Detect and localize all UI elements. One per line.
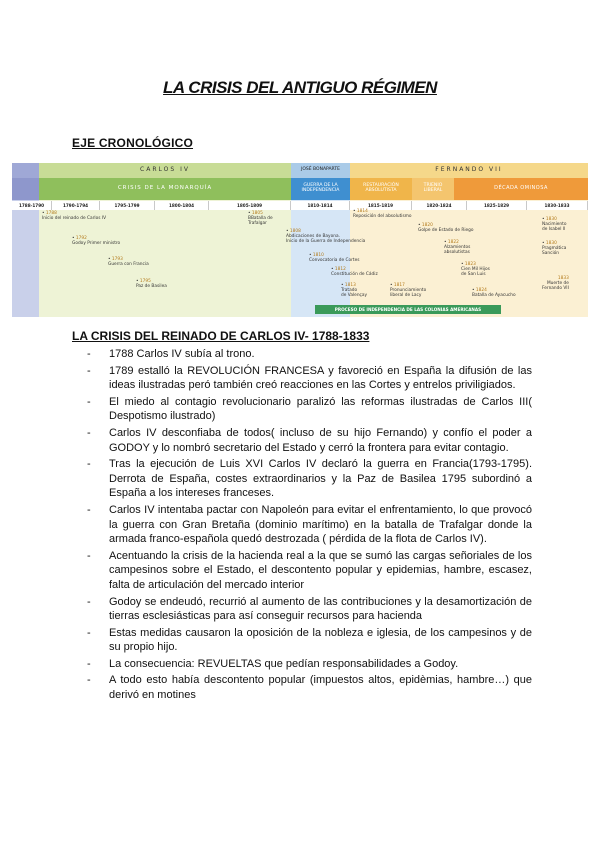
section-title: LA CRISIS DEL REINADO DE CARLOS IV- 1788-1833 [72,329,370,343]
year-label: 1805-1809 [209,201,291,210]
year-label: 1830-1833 [527,201,588,210]
timeline-event: • 1820 Golpe de Estado de Riego [418,223,474,233]
sub-restauracion: RESTAURACIÓN ABSOLUTISTA [350,178,412,200]
year-label: 1788-1790 [12,201,52,210]
process-bar: PROCESO DE INDEPENDENCIA DE LAS COLONIAS AMERICANAS [315,305,501,314]
bullet-item: - Carlos IV intentaba pactar con Napoleón para evitar el enfrentamiento, lo que provocó la guerra con Gran Bretaña (dominio marítimo) en la batalla de Trafalgar donde la armada franco-española quedó destrozada ( pérdida de la flota de Carlos IV). [72,503,532,547]
timeline-event: • 1824 Batalla de Ayacucho [472,288,516,298]
document-title: LA CRISIS DEL ANTIGUO RÉGIMEN [163,78,437,97]
bullet-item: - Carlos IV desconfiaba de todos( incluso de su hijo Fernando) y confío el poder a GODOY y lo nombró secretario del Estado y cerró la frontera para evitar contagio. [72,426,532,455]
sub-crisis: CRISIS DE LA MONARQUÍA [39,178,291,200]
header-carlos: CARLOS IV [39,163,291,178]
header-left [12,163,39,178]
bullet-item: - Acentuando la crisis de la hacienda real a la que se sumó las cargas señoriales de los campesinos sobre el Estado, el descontento popular y epidemias, hambre, escasez, falta de articulación del mercado interior [72,549,532,593]
year-label: 1790-1794 [52,201,100,210]
year-label: 1800-1804 [155,201,209,210]
sub-trienio: TRIENIO LIBERAL [412,178,454,200]
year-label: 1820-1824 [412,201,467,210]
timeline-event: • 1810 Convocatoria de Cortes [309,253,360,263]
timeline-heading: EJE CRONOLÓGICO [72,136,194,150]
timeline-event: • 1823 Cien Mil Hijos de San Luis [461,262,490,277]
sub-guerra: GUERRA DE LA INDEPENDENCIA [291,178,350,200]
timeline-chart [12,163,588,317]
timeline-event: • 1814 Reposición del absolutismo [353,209,412,219]
bullet-item: - 1788 Carlos IV subía al trono. [72,347,532,362]
timeline-event: • 1805 BBatalla de Trafalgar [248,211,273,226]
timeline-event: • 1822 Alzamientos absolutistas [444,240,471,255]
year-label: 1795-1799 [100,201,155,210]
sub-decada: DÉCADA OMINOSA [454,178,588,200]
timeline-event: • 1793 Guerra con Francia [108,257,149,267]
header-fernando: FERNANDO VII [350,163,588,178]
bullet-item: - Tras la ejecución de Luis XVI Carlos IV declaró la guerra en Francia(1793-1795). Derrota de España, costes extraordinarios y la Paz de Basilea 1795 subordinó a España a los intereses franceses. [72,457,532,501]
timeline-event: • 1792 Godoy Primer ministro [72,236,121,246]
timeline-event: • 1808 Abdicaciones de Bayona. Inicio de la Guerra de Independencia [286,229,366,244]
timeline-event: • 1813 Tratado de Valençay [341,283,368,298]
bullet-item: - Estas medidas causaron la oposición de la nobleza e iglesia, de los campesinos y de su propio hijo. [72,626,532,655]
bullet-item: - 1789 estalló la REVOLUCIÓN FRANCESA y favoreció en España la difusión de las ideas ilustradas peró también creó reacciones en las Cortes y entrelos priviligiados. [72,364,532,393]
bullet-item: - El miedo al contagio revolucionario paralizó las reformas ilustradas de Carlos III( Despotismo ilustrado) [72,395,532,424]
timeline-event: • 1830 Nacimiento de Isabel II [542,217,567,232]
timeline-event: • 1795 Paz de Basilea [136,279,167,289]
year-label: 1810-1814 [291,201,350,210]
sub-left [12,178,39,200]
year-label: 1825-1829 [467,201,527,210]
timeline-event: 1833 Muerte de Fernando VII [542,276,569,291]
timeline-event: • 1812 Constitución de Cádiz [331,267,378,277]
timeline-event: • 1817 Pronunciamiento liberal de Lacy [390,283,427,298]
bullet-item: - Godoy se endeudó, recurrió al aumento de las contribuciones y la desamortización de tierras esclesiásticas para así conseguir recursos para hacienda [72,595,532,624]
bullet-list [72,347,532,705]
timeline-event: • 1788 Inicio del reinado de Carlos IV [42,211,107,221]
bullet-item: - La consecuencia: REVUELTAS que pedían responsabilidades a Godoy. [72,657,532,672]
timeline-event: • 1830 Pragmática Sanción [542,241,567,256]
bullet-item: - A todo esto había descontento popular (impuestos altos, epidèmias, hambre…) que derivó en motines [72,673,532,702]
header-jose: JOSÉ BONAPARTE [291,163,350,178]
year-label: 1815-1819 [350,201,412,210]
